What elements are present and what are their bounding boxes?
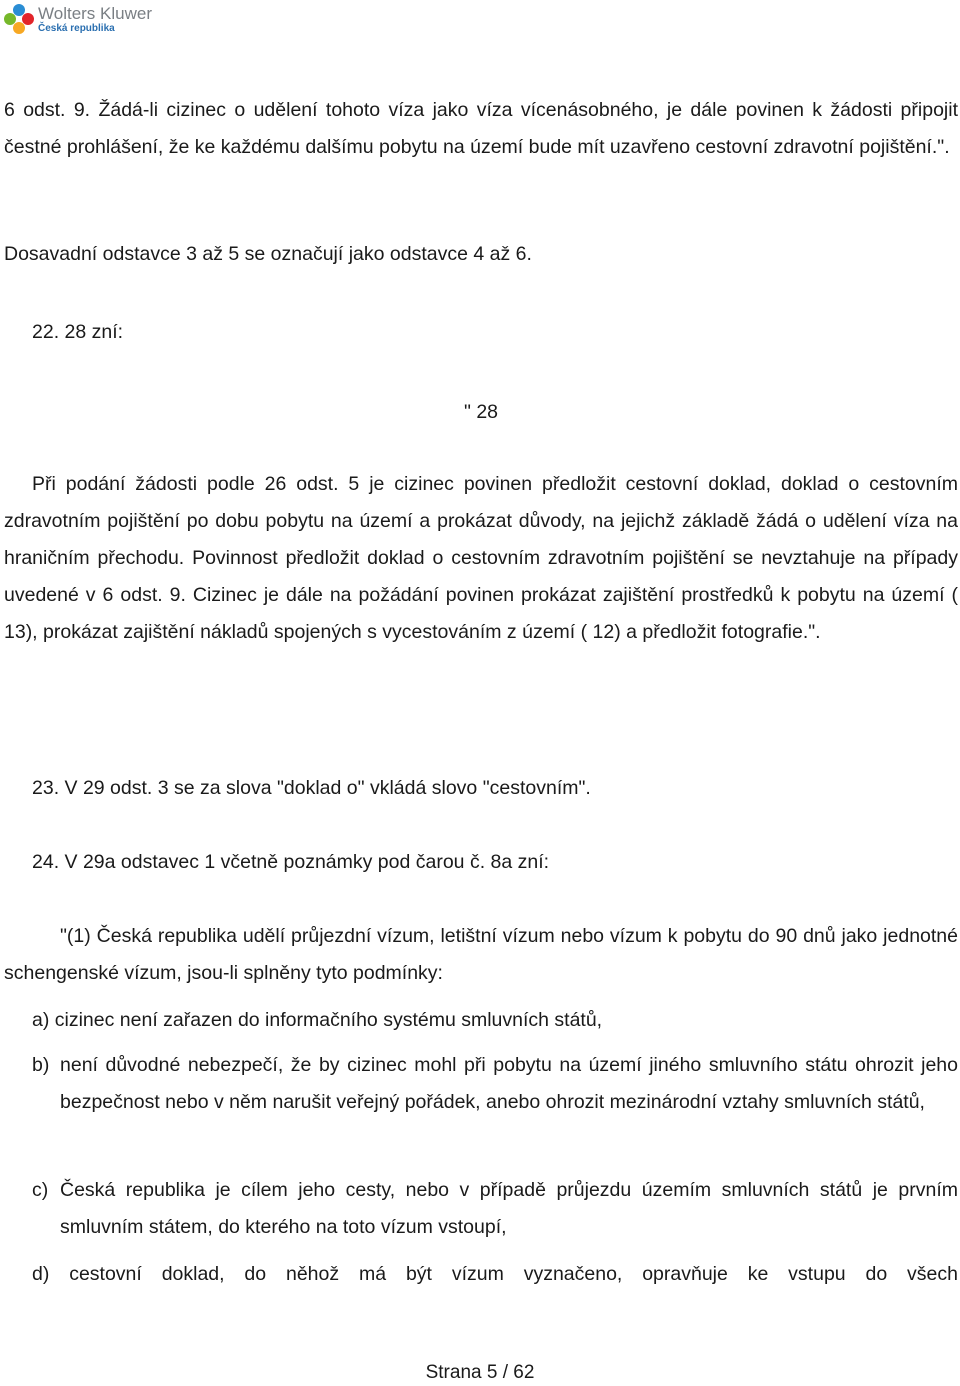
- list-item-d: d) cestovní doklad, do něhož má být vízum vyznačeno, opravňuje ke vstupu do všech: [32, 1263, 958, 1285]
- page-number: Strana 5 / 62: [425, 1362, 535, 1383]
- heading-22: 22. 28 zní:: [32, 321, 124, 343]
- publisher-logo: [4, 4, 152, 34]
- paragraph-28-body: Při podání žádosti podle 26 odst. 5 je cizinec povinen předložit cestovní doklad, doklad o cestovním zdravotním pojištění po dobu pobytu na území a prokázat důvody, na jejichž základě žádá o udělení víza na hraničním přechodu. Povinnost předložit doklad o cestovním zdravotním pojištění se nevztahuje na případy uvedené v 6 odst. 9. Cizinec je dále na požádání povinen prokázat zajištění prostředků k pobytu na území ( 13), prokázat zajištění nákladů spojených s vycestováním z území ( 12) a předložit fotografie.".: [4, 473, 958, 643]
- paragraph-29a-1: "(1) Česká republika udělí průjezdní vízum, letištní vízum nebo vízum k pobytu do 90 dnů jako jednotné schengenské vízum, jsou-li splněny tyto podmínky:: [4, 925, 958, 984]
- heading-24: 24. V 29a odstavec 1 včetně poznámky pod čarou č. 8a zní:: [32, 851, 550, 873]
- logo-subtitle: Česká republika: [38, 22, 115, 34]
- logo-name: Wolters Kluwer: [38, 3, 152, 23]
- paragraph-6-odst-9: 6 odst. 9. Žádá-li cizinec o udělení tohoto víza jako víza vícenásobného, je dále povinen k žádosti připojit čestné prohlášení, že ke každému dalšímu pobytu na území bude mít uzavřeno cestovní zdravotní pojištění.".: [4, 99, 958, 158]
- wolters-kluwer-mark-icon: [4, 4, 34, 34]
- list-item-c-label: c): [32, 1179, 49, 1201]
- list-item-b-text: není důvodné nebezpečí, že by cizinec mohl při pobytu na území jiného smluvního státu ohrozit jeho bezpečnost nebo v něm narušit veřejný pořádek, anebo ohrozit mezinárodní vztahy smluvních států,: [60, 1054, 958, 1113]
- heading-23: 23. V 29 odst. 3 se za slova "doklad o" vkládá slovo "cestovním".: [32, 777, 591, 799]
- section-28-title: " 28: [463, 401, 499, 423]
- list-item-b: [32, 1047, 958, 1121]
- list-item-c-text: Česká republika je cílem jeho cesty, nebo v případě průjezdu územím smluvních států je prvním smluvním státem, do kterého na toto vízum vstoupí,: [60, 1179, 958, 1238]
- paragraph-dosavadni: Dosavadní odstavce 3 až 5 se označují jako odstavce 4 až 6.: [4, 243, 532, 265]
- list-item-a: a) cizinec není zařazen do informačního systému smluvních států,: [32, 1009, 603, 1031]
- list-item-b-label: b): [32, 1054, 50, 1076]
- list-item-c: [32, 1172, 958, 1246]
